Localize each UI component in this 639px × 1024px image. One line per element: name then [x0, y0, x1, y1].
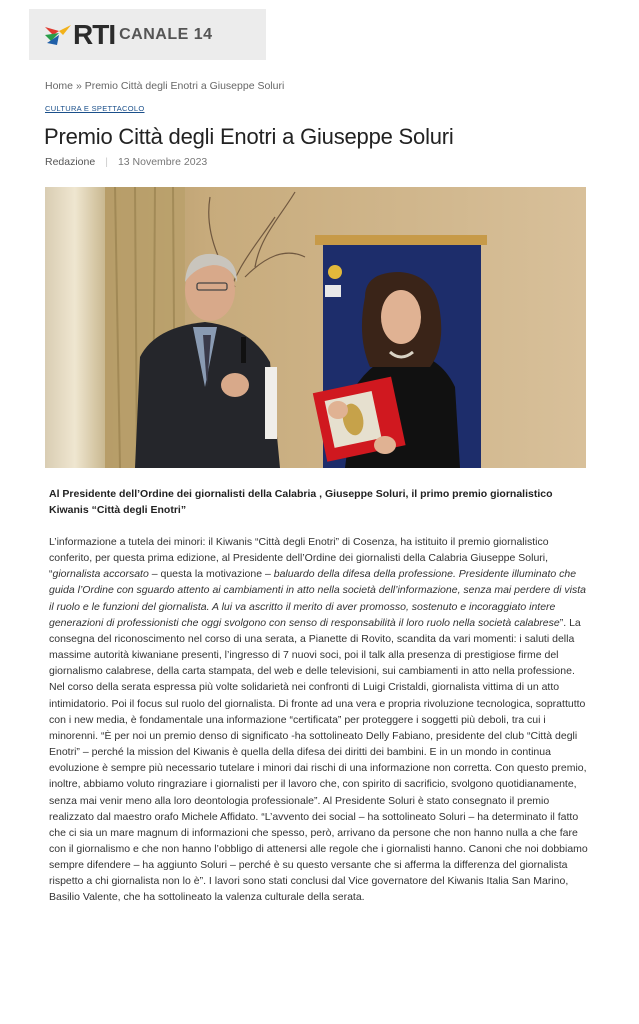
body-text: – questa la motivazione – [148, 568, 274, 581]
meta-separator: | [105, 156, 108, 168]
breadcrumb-home-link[interactable]: Home [45, 80, 74, 92]
breadcrumb [45, 80, 284, 92]
award-ceremony-photo [45, 187, 586, 468]
body-text: L’informazione a tutela dei minori: il Kiwanis “Città degli Enotri” di Cosenza, ha istituito il premio giornalistico conferito, per questa prima edizione, al Presidente dell’Ordine dei giornalisti della Calabria Giuseppe Soluri, “ [49, 536, 549, 581]
article-photo [45, 187, 586, 468]
logo-rti-text: RTI [73, 18, 116, 50]
publish-date: 13 Novembre 2023 [117, 156, 208, 168]
breadcrumb-current: Premio Città degli Enotri a Giuseppe Soluri [84, 80, 285, 92]
site-logo[interactable] [29, 9, 266, 60]
page-title: Premio Città degli Enotri a Giuseppe Soluri [44, 124, 454, 149]
article-lead: Al Presidente dell’Ordine dei giornalisti della Calabria , Giuseppe Soluri, il primo premio giornalistico Kiwanis “Città degli Enotri” [49, 488, 553, 516]
article-body [49, 534, 591, 906]
author-link[interactable]: Redazione [45, 156, 96, 168]
breadcrumb-separator: » [75, 80, 82, 92]
body-emphasis: giornalista accorsato [52, 568, 149, 581]
body-emphasis: baluardo della difesa della professione. Presidente illuminato che guida l’Ordine con sguardo attento ai cambiamenti in atto nella società dell’informazione, senza mai perdere di vista il ruolo e le funzioni del giornalista. A lui va ascritto il merito di aver promosso, sostenuto e incoraggiato intere generazioni di professionisti che oggi svolgono con senso di responsabilità il loro ruolo nella società calabrese [49, 568, 586, 629]
rti-logo-icon [45, 23, 71, 47]
logo-canale-text: CANALE 14 [119, 25, 213, 43]
article-body-paragraph [49, 534, 591, 906]
category-link[interactable]: CULTURA E SPETTACOLO [45, 104, 145, 113]
article-meta [45, 156, 207, 168]
body-text: ”. La consegna del riconoscimento nel corso di una serata, a Pianette di Rovito, scandita da vari momenti: i saluti della massime autorità kiwaniane presenti, l’ingresso di 7 nuovi soci, poi il talk alla presenza di prestigiose firme del giornalismo calabrese, della carta stampata, del web e delle televisioni, sui cambiamenti in atto nella professione. Nel corso della serata espressa più volte solidarietà nei confronti di Luigi Cristaldi, giornalista vittima di un atto intimidatorio. Poi il focus sul ruolo del giornalista. Di fronte ad una vera e propria rivoluzione tecnologica, soprattutto con i new media, è fondamentale una informazione “certificata” per proteggere i soggetti più deboli, tra cui i minorenni. “È per noi un premio denso di significato -ha sottolineato Delly Fabiano, presidente del club “Città degli Enotri” – perché la mission del Kiwanis è quella della difesa dei diritti dei bambini. E in un mondo in continua evoluzione è sempre più necessario tutelare i minori dai rischi di una informazione non corretta. Con questo premio, inoltre, abbiamo voluto ringraziare i giornalisti per il lavoro che, con spirito di sacrificio, svolgono quotidianamente, senza mai venir meno alla loro deontologia professionale”. Al Presidente Soluri è stato consegnato il premio realizzato dal maestro orafo Michele Affidato. “L’avvento dei social – ha sottolineato Soluri – ha determinato il fatto che ci sia un mare magnum di informazioni che spesso, però, arrivano da persone che non hanno nulla a che fare con il giornalismo e che non hanno l’obbligo di attenersi alle regole che i giornalisti hanno. Canoni che noi dobbiamo sempre difendere – ha aggiunto Soluri – perché è su questo versante che si afferma la differenza del giornalista rispetto a chi giornalista non lo è”. I lavori sono stati conclusi dal Vice governatore del Kiwanis Italia San Marino, Basilio Valente, che ha sottolineato la valenza culturale della serata. [49, 616, 588, 904]
